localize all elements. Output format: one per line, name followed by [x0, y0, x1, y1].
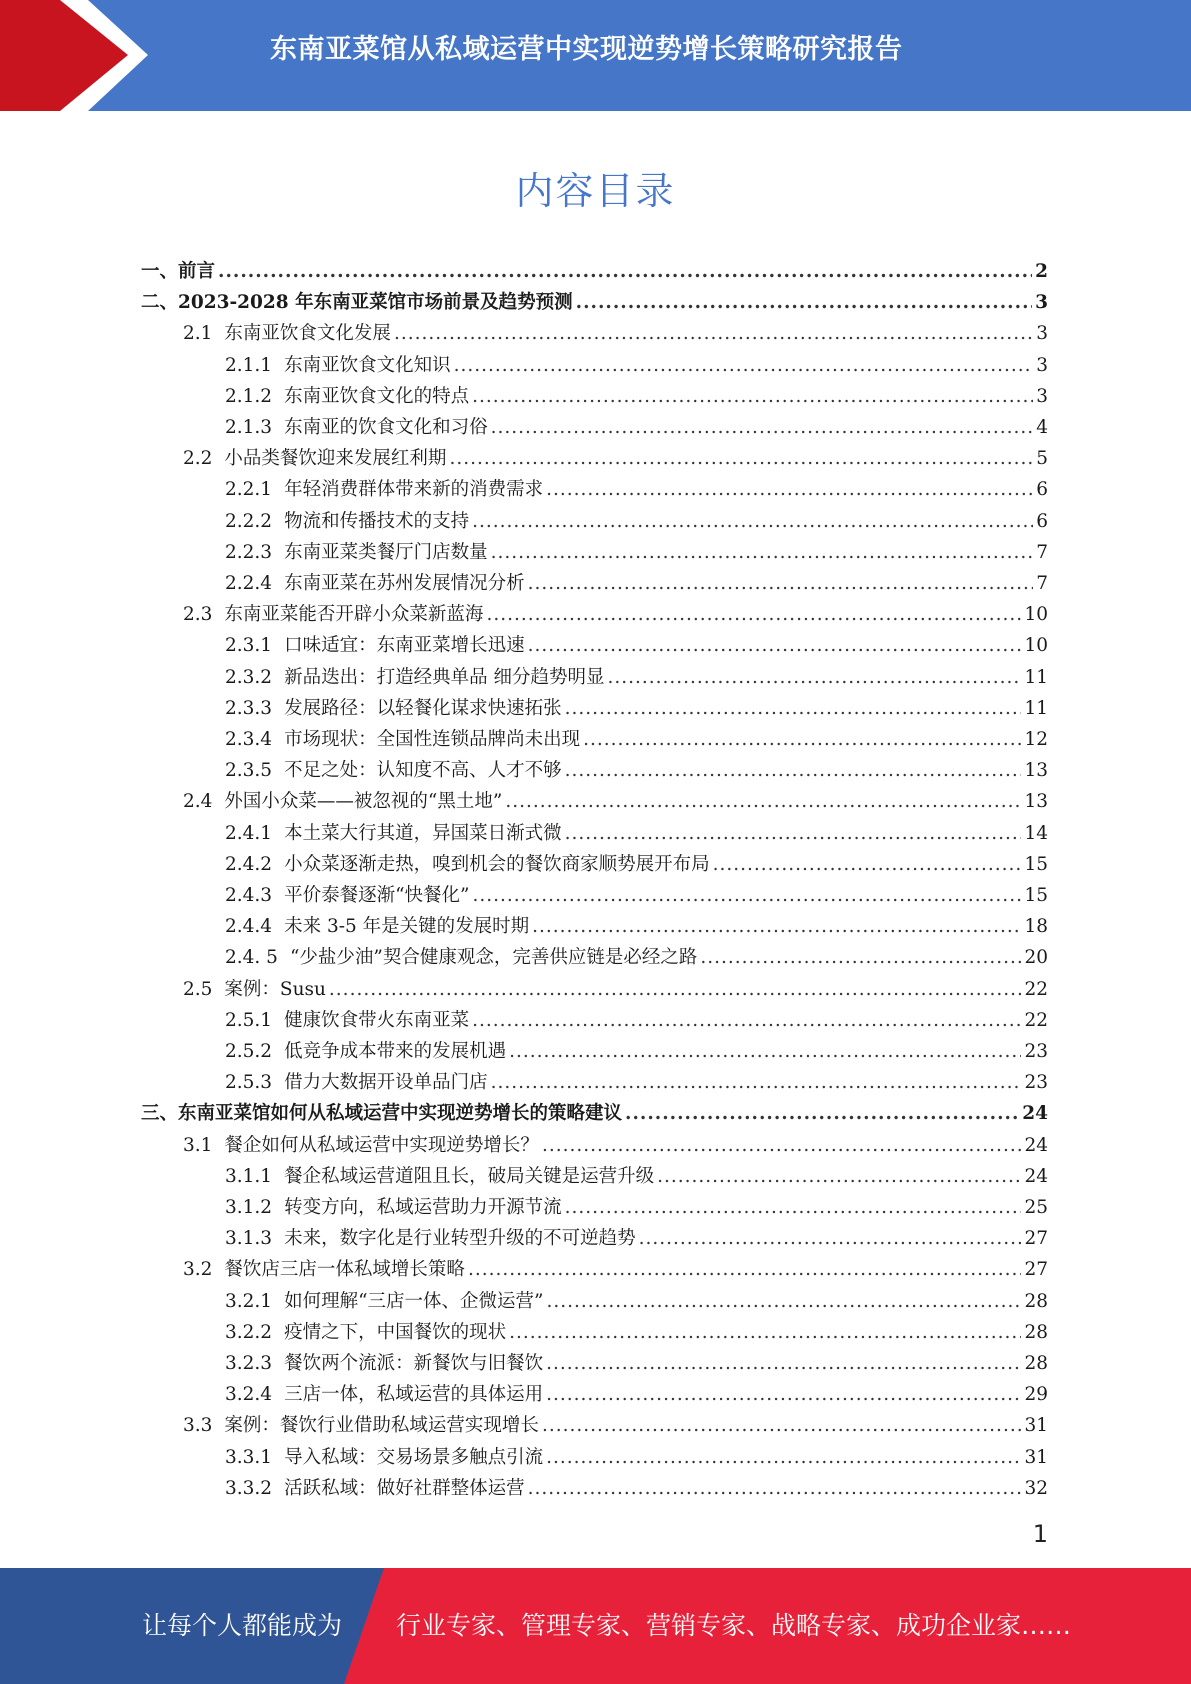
toc-entry-label: 前言	[178, 261, 216, 282]
toc-entry-number: 2.4. 5	[225, 947, 278, 969]
toc-dot-leader	[713, 854, 1022, 876]
toc-entry[interactable]	[225, 470, 1048, 501]
toc-entry-number: 一、	[141, 261, 179, 282]
toc-entry[interactable]	[225, 751, 1048, 782]
toc-entry-page: 3	[1036, 354, 1048, 376]
toc-dot-leader	[657, 1166, 1021, 1188]
toc-dot-leader	[583, 729, 1021, 751]
toc-entry[interactable]	[141, 252, 1048, 283]
toc-entry-page: 28	[1024, 1321, 1048, 1343]
toc-entry[interactable]	[225, 533, 1048, 564]
toc-dot-leader	[542, 1135, 1022, 1157]
toc-dot-leader	[486, 604, 1021, 626]
toc-entry-label: 未来，数字化是行业转型升级的不可逆趋势	[284, 1228, 636, 1250]
toc-entry-number: 2.2.2	[225, 510, 273, 532]
toc-entry-label: 不足之处：认知度不高、人才不够	[284, 760, 562, 782]
toc-dot-leader	[565, 698, 1022, 720]
toc-entry[interactable]	[225, 1282, 1048, 1313]
toc-dot-leader	[576, 292, 1033, 314]
toc-entry[interactable]	[225, 1375, 1048, 1406]
toc-entry[interactable]	[225, 1219, 1048, 1250]
toc-entry-label: 物流和传播技术的支持	[284, 510, 470, 532]
toc-entry-label: 年轻消费群体带来新的消费需求	[284, 479, 544, 501]
toc-entry-page: 10	[1024, 635, 1048, 657]
toc-entry[interactable]	[225, 564, 1048, 595]
toc-entry-page: 6	[1036, 510, 1048, 532]
toc-entry-page: 24	[1024, 1134, 1048, 1156]
toc-entry-page: 18	[1024, 916, 1048, 938]
toc-entry-page: 31	[1024, 1446, 1048, 1468]
toc-entry-label: 东南亚饮食文化知识	[284, 354, 451, 376]
toc-entry-label: 小品类餐饮迎来发展红利期	[224, 448, 447, 470]
toc-dot-leader	[394, 323, 1033, 345]
toc-entry-label: 东南亚菜馆如何从私域运营中实现逆势增长的策略建议	[178, 1103, 623, 1125]
toc-entry-page: 15	[1024, 885, 1048, 906]
toc-entry-label: 如何理解“三店一体、企微运营”	[284, 1290, 544, 1312]
toc-entry-page: 7	[1036, 541, 1048, 563]
toc-entry-number: 3.2	[183, 1259, 213, 1281]
toc-entry-label: 案例：Susu	[224, 978, 326, 1000]
toc-dot-leader	[472, 1010, 1021, 1032]
toc-entry-number: 2.2.4	[225, 573, 273, 594]
toc-entry-label: 小众菜逐渐走热，嗅到机会的餐饮商家顺势展开布局	[284, 853, 710, 875]
toc-dot-leader	[468, 1259, 1022, 1281]
toc-dot-leader	[509, 1322, 1021, 1344]
toc-dot-leader	[454, 355, 1034, 377]
header-arrow-decoration	[0, 0, 160, 111]
toc-entry-page: 23	[1024, 1041, 1048, 1062]
toc-entry-label: 东南亚菜类餐厅门店数量	[284, 541, 488, 563]
toc-dot-leader	[700, 947, 1021, 969]
toc-entry-number: 3.2.4	[225, 1384, 273, 1406]
page-number: 1	[1032, 1520, 1048, 1548]
toc-entry-label: 发展路径：以轻餐化谋求快速拓张	[284, 697, 562, 719]
toc-dot-leader	[607, 667, 1021, 689]
toc-entry-label: 东南亚饮食文化的特点	[284, 385, 470, 407]
toc-entry-page: 11	[1024, 666, 1048, 688]
toc-entry-number: 2.3	[183, 604, 213, 626]
toc-entry[interactable]	[225, 720, 1048, 751]
toc-entry-number: 2.4.4	[225, 916, 273, 938]
toc-entry-label: 市场现状：全国性连锁品牌尚未出现	[284, 729, 581, 750]
toc-entry-page: 2	[1035, 261, 1048, 282]
toc-entry-number: 三、	[141, 1103, 179, 1125]
toc-entry-number: 3.1.2	[225, 1197, 273, 1218]
toc-entry-number: 3.2.2	[225, 1321, 273, 1343]
toc-entry-page: 29	[1024, 1384, 1048, 1406]
toc-entry-page: 25	[1024, 1197, 1048, 1218]
toc-entry-number: 2.2.3	[225, 541, 273, 563]
toc-entry-number: 3.1.3	[225, 1228, 273, 1250]
toc-entry[interactable]	[225, 408, 1048, 439]
toc-entry-label: 餐饮店三店一体私域增长策略	[224, 1259, 465, 1281]
toc-entry-label: 餐饮两个流派：新餐饮与旧餐饮	[284, 1353, 544, 1374]
toc-entry-label: 外国小众菜——被忽视的“黑土地”	[224, 791, 503, 813]
toc-entry[interactable]	[225, 1438, 1048, 1469]
toc-entry-page: 28	[1024, 1290, 1048, 1312]
toc-entry-page: 23	[1024, 1072, 1048, 1094]
toc-dot-leader	[542, 1415, 1022, 1437]
toc-dot-leader	[329, 979, 1022, 1001]
toc-entry-number: 2.2	[183, 448, 213, 470]
page-footer	[0, 1568, 1191, 1684]
toc-entry-page: 12	[1024, 729, 1048, 750]
toc-heading: 内容目录	[515, 169, 676, 213]
toc-dot-leader	[218, 261, 1032, 283]
toc-entry[interactable]	[183, 782, 1048, 813]
toc-entry-number: 2.2.1	[225, 479, 273, 501]
toc-dot-leader	[565, 823, 1022, 845]
toc-entry-number: 2.1.2	[225, 385, 273, 407]
toc-entry-page: 7	[1036, 573, 1048, 594]
toc-entry-label: 活跃私域：做好社群整体运营	[284, 1477, 525, 1499]
toc-entry[interactable]	[225, 377, 1048, 408]
toc-entry-page: 11	[1024, 697, 1048, 719]
toc-entry[interactable]	[225, 1001, 1048, 1032]
toc-dot-leader	[449, 448, 1033, 470]
toc-entry-number: 2.4.2	[225, 853, 273, 875]
toc-entry[interactable]	[183, 595, 1048, 626]
toc-entry-label: 东南亚菜在苏州发展情况分析	[284, 573, 525, 594]
toc-dot-leader	[491, 1072, 1022, 1094]
toc-entry[interactable]	[183, 439, 1048, 470]
toc-entry-page: 22	[1024, 978, 1048, 1000]
toc-entry-number: 2.3.4	[225, 729, 273, 750]
footer-slogan-right: 行业专家、管理专家、营销专家、战略专家、成功企业家……	[396, 1611, 1072, 1640]
toc-entry-number: 2.4.1	[225, 822, 273, 844]
toc-entry[interactable]	[225, 1313, 1048, 1344]
toc-entry-label: 本土菜大行其道，异国菜日渐式微	[284, 822, 562, 844]
toc-entry-label: 餐企私域运营道阻且长，破局关键是运营升级	[284, 1165, 655, 1187]
toc-entry-label: 口味适宜：东南亚菜增长迅速	[284, 635, 525, 657]
toc-entry-page: 3	[1036, 385, 1048, 407]
toc-entry[interactable]	[225, 1469, 1048, 1500]
toc-dot-leader	[625, 1103, 1019, 1125]
toc-entry-label: 未来 3-5 年是关键的发展时期	[284, 916, 530, 938]
toc-entry-number: 3.3	[183, 1415, 213, 1437]
toc-entry[interactable]	[183, 1406, 1048, 1437]
toc-entry-page: 3	[1035, 292, 1048, 314]
toc-entry[interactable]	[183, 314, 1048, 345]
toc-entry[interactable]	[141, 1094, 1048, 1125]
toc-entry-number: 2.3.5	[225, 760, 273, 782]
toc-entry-page: 24	[1024, 1165, 1048, 1187]
toc-entry-label: 导入私域：交易场景多触点引流	[284, 1446, 544, 1468]
toc-entry-label: 低竞争成本带来的发展机遇	[284, 1041, 507, 1062]
toc-entry-page: 31	[1024, 1415, 1048, 1437]
toc-entry-label: 疫情之下，中国餐饮的现状	[284, 1321, 507, 1343]
toc-entry[interactable]	[225, 1188, 1048, 1219]
toc-entry-number: 2.4	[183, 791, 213, 813]
toc-entry-number: 2.1.3	[225, 417, 273, 438]
toc-entry-number: 3.1	[183, 1134, 213, 1156]
toc-dot-leader	[532, 916, 1021, 938]
toc-entry[interactable]	[183, 970, 1048, 1001]
toc-entry-page: 32	[1024, 1477, 1048, 1499]
toc-entry-page: 6	[1036, 479, 1048, 501]
toc-entry-number: 3.2.1	[225, 1290, 273, 1312]
toc-dot-leader	[565, 760, 1022, 782]
toc-entry-number: 2.3.3	[225, 697, 273, 719]
toc-entry-number: 二、	[141, 292, 179, 314]
toc-entry-page: 24	[1022, 1103, 1048, 1125]
toc-dot-leader	[546, 1447, 1021, 1469]
toc-dot-leader	[546, 479, 1033, 501]
toc-dot-leader	[528, 573, 1034, 595]
toc-entry[interactable]	[225, 502, 1048, 533]
toc-entry-number: 2.5.2	[225, 1041, 273, 1062]
toc-entry[interactable]	[225, 689, 1048, 720]
toc-entry-label: “少盐少油”契合健康观念，完善供应链是必经之路	[289, 947, 698, 969]
toc-entry-number: 2.5	[183, 978, 213, 1000]
toc-dot-leader	[639, 1228, 1022, 1250]
toc-entry[interactable]	[225, 876, 1048, 907]
toc-entry-label: 转变方向，私域运营助力开源节流	[284, 1197, 562, 1218]
toc-entry-label: 东南亚饮食文化发展	[224, 323, 391, 345]
toc-entry-page: 14	[1024, 822, 1048, 844]
toc-entry-label: 三店一体，私域运营的具体运用	[284, 1384, 544, 1406]
toc-entry[interactable]	[225, 658, 1048, 689]
toc-entry-label: 新品迭出：打造经典单品 细分趋势明显	[284, 666, 605, 688]
toc-dot-leader	[546, 1353, 1021, 1375]
toc-dot-leader	[473, 885, 1022, 907]
footer-slogan-left: 让每个人都能成为	[142, 1611, 343, 1640]
toc-entry[interactable]	[225, 845, 1048, 876]
toc-entry-page: 13	[1024, 760, 1048, 782]
toc-entry[interactable]	[183, 1250, 1048, 1281]
toc-entry[interactable]	[225, 907, 1048, 938]
toc-entry-label: 东南亚的饮食文化和习俗	[284, 417, 488, 438]
toc-entry-label: 东南亚菜能否开辟小众菜新蓝海	[224, 604, 484, 626]
toc-entry-page: 13	[1024, 791, 1048, 813]
toc-entry-page: 4	[1036, 417, 1048, 438]
toc-dot-leader	[528, 1478, 1022, 1500]
toc-dot-leader	[505, 791, 1021, 813]
toc-entry-number: 2.3.1	[225, 635, 273, 657]
toc-entry-page: 15	[1024, 853, 1048, 875]
toc-entry-page: 20	[1024, 947, 1048, 969]
toc-dot-leader	[565, 1197, 1022, 1219]
toc-entry-number: 2.3.2	[225, 666, 273, 688]
toc-dot-leader	[472, 511, 1033, 533]
toc-entry[interactable]	[225, 1344, 1048, 1375]
toc-dot-leader	[528, 635, 1022, 657]
toc-entry-number: 3.2.3	[225, 1353, 273, 1374]
toc-entry-number: 3.3.1	[225, 1446, 273, 1468]
toc-entry[interactable]	[225, 1032, 1048, 1063]
toc-entry-page: 22	[1024, 1009, 1048, 1031]
report-title: 东南亚菜馆从私域运营中实现逆势增长策略研究报告	[270, 34, 903, 65]
toc-dot-leader	[509, 1041, 1021, 1063]
toc-entry[interactable]	[225, 938, 1048, 969]
toc-dot-leader	[491, 417, 1034, 439]
toc-dot-leader	[491, 542, 1034, 564]
toc-entry-number: 2.5.3	[225, 1072, 273, 1094]
toc-entry-label: 借力大数据开设单品门店	[284, 1072, 488, 1094]
toc-entry-number: 2.1.1	[225, 354, 273, 376]
toc-entry-label: 平价泰餐逐渐“快餐化”	[284, 885, 470, 906]
toc-entry-number: 2.5.1	[225, 1009, 273, 1031]
toc-entry-page: 5	[1036, 448, 1048, 470]
toc-entry-number: 3.1.1	[225, 1165, 273, 1187]
toc-dot-leader	[472, 386, 1033, 408]
toc-entry-number: 2.4.3	[225, 885, 273, 906]
toc-entry-label: 餐企如何从私域运营中实现逆势增长？	[224, 1134, 539, 1156]
page-header	[0, 0, 1191, 111]
toc-entry[interactable]	[225, 814, 1048, 845]
toc-entry[interactable]	[225, 1063, 1048, 1094]
toc-entry-number: 3.3.2	[225, 1477, 273, 1499]
toc-dot-leader	[546, 1384, 1021, 1406]
toc-entry-page: 3	[1036, 323, 1048, 345]
toc-entry[interactable]	[183, 1126, 1048, 1157]
toc-entry-label: 案例：餐饮行业借助私域运营实现增长	[224, 1415, 539, 1437]
toc-entry[interactable]	[225, 1157, 1048, 1188]
toc-entry-label: 2023-2028 年东南亚菜馆市场前景及趋势预测	[178, 292, 573, 314]
toc-entry-page: 28	[1024, 1353, 1048, 1374]
toc-entry-number: 2.1	[183, 323, 213, 345]
toc-entry[interactable]	[225, 346, 1048, 377]
toc-dot-leader	[547, 1291, 1022, 1313]
toc-entry-label: 健康饮食带火东南亚菜	[284, 1009, 470, 1031]
toc-entry-page: 10	[1024, 604, 1048, 626]
toc-entry-page: 27	[1024, 1228, 1048, 1250]
toc-entry[interactable]	[141, 283, 1048, 314]
toc-entry[interactable]	[225, 626, 1048, 657]
toc-entry-page: 27	[1024, 1259, 1048, 1281]
